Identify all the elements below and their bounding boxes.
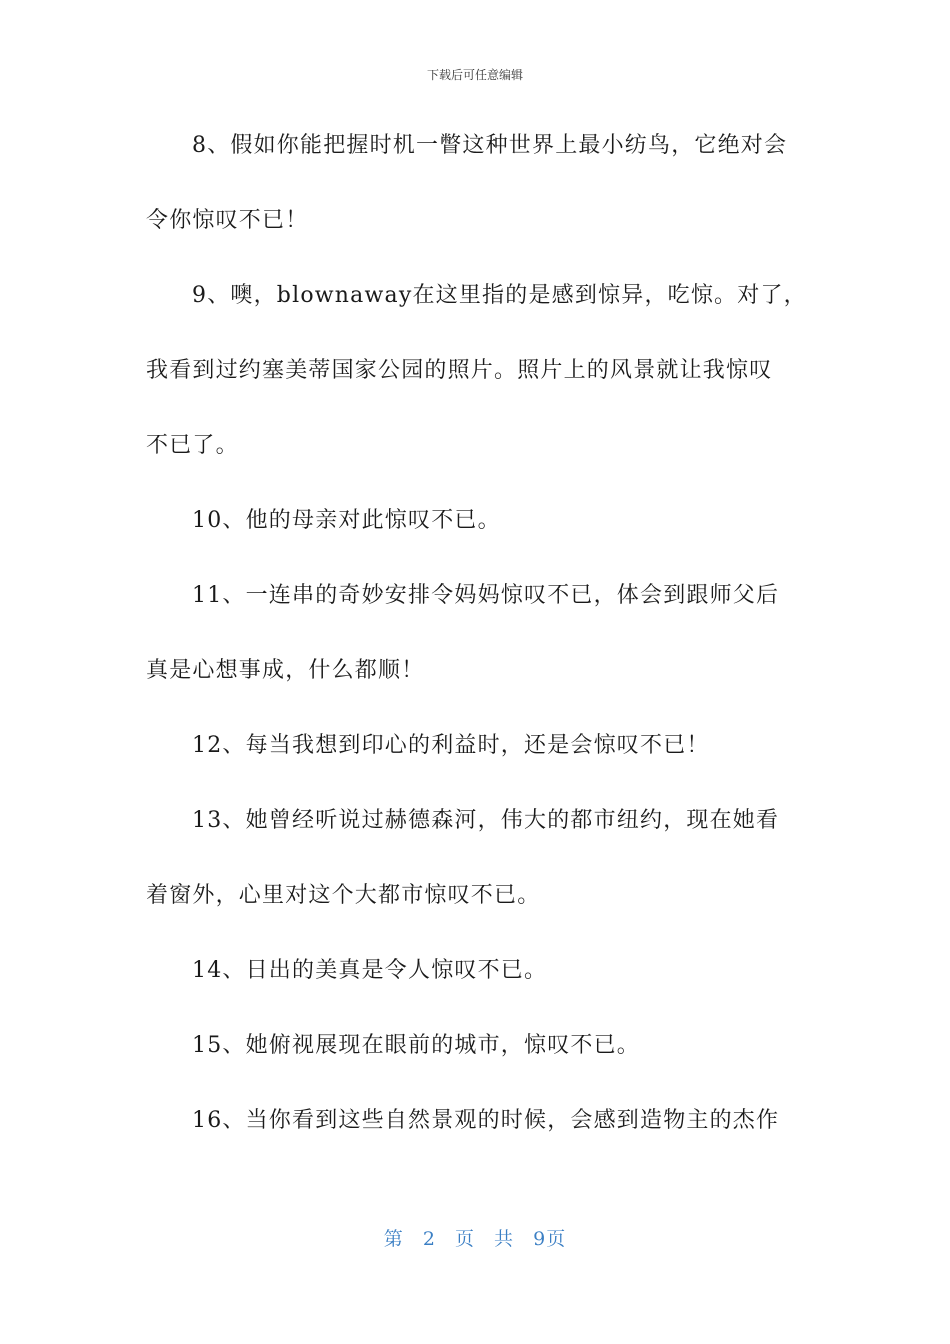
text-line: 着窗外，心里对这个大都市惊叹不已。 [146,883,541,908]
total-pages: 9页 [533,1228,567,1250]
page-footer [0,1224,950,1251]
text-line: 令你惊叹不已！ [146,208,309,233]
text-line: 10、他的母亲对此惊叹不已。 [192,508,501,533]
document-body [146,126,816,1176]
text-line: 15、她俯视展现在眼前的城市，惊叹不已。 [192,1033,640,1058]
text-line: 13、她曾经听说过赫德森河，伟大的都市纽约，现在她看 [192,808,780,833]
text-line: 我看到过约塞美蒂国家公园的照片。照片上的风景就让我惊叹 [146,358,773,383]
footer-label-di: 第 [383,1228,404,1250]
page-header: 下载后可任意编辑 [426,68,523,82]
text-line: 12、每当我想到印心的利益时，还是会惊叹不已！ [192,733,710,758]
text-line: 真是心想事成，什么都顺！ [146,658,425,683]
footer-label-ye: 页 [454,1228,475,1250]
text-line: 不已了。 [146,433,239,458]
text-line: 16、当你看到这些自然景观的时候，会感到造物主的杰作 [192,1108,780,1133]
current-page-number: 2 [422,1228,436,1250]
text-line: 11、一连串的奇妙安排令妈妈惊叹不已，体会到跟师父后 [192,583,780,608]
footer-label-gong: 共 [494,1228,515,1250]
text-line: 14、日出的美真是令人惊叹不已。 [192,958,548,983]
text-line: 9、噢，blownaway在这里指的是感到惊异，吃惊。对了， [192,283,807,308]
text-line: 8、假如你能把握时机一瞥这种世界上最小纺鸟，它绝对会 [192,133,788,158]
